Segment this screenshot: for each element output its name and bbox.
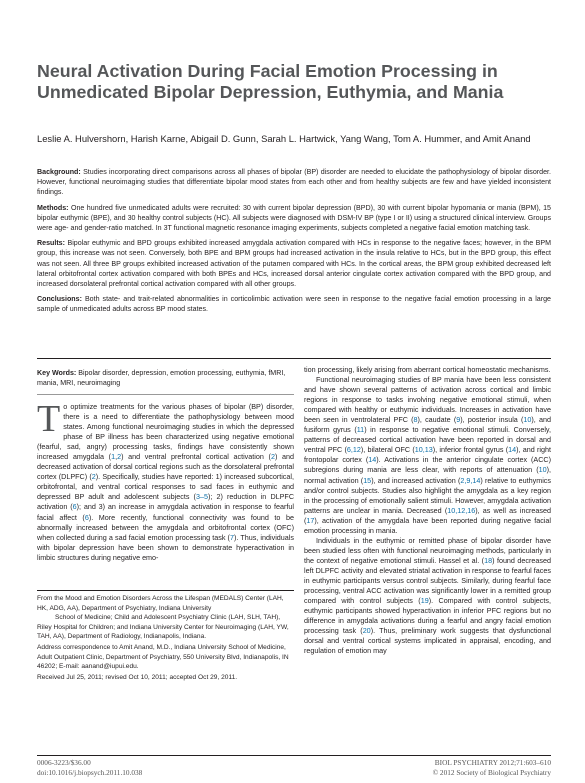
euthymia-text: ). Thus, preliminary work suggests that dysfunctional dorsal and ventral cortical systems implicated in appraisal, encoding, and regulation of emotion may [304,626,552,656]
methods-label: Methods: [37,203,69,212]
intro-paragraph: To optimize treatments for the various phases of bipolar (BP) disorder, there is a need to differentiate the pathophysiology between mood states. Among functional neuroimaging studies in which the depressed phase of BP illness has been characterized using negative emotional (fearful, sad, angry) processing tasks, findings have consistently shown increased amygdala (1,2) and ventral prefrontal cortical activation (2) and decreased activation of dorsal cortical regions such as the dorsolateral prefrontal cortex (DLPFC) (2). Specifically, studies have reported: 1) increased subcortical, orbitofrontal, and ventral cortical responses to sad faces in euthymic and depressed BP adult and adolescent subjects (3–5); 2) reduction in DLPFC activation (6); and 3) an increase in amygdala activation in response to fearful facial affect (6). More recently, functional connectivity was found to be abnormally increased between the amygdala and orbitofrontal cortex (OFC) when collected during a sad facial emotion processing task (7). Thus, individuals with bipolar depression have been shown to demonstrate hyperactivation in limbic structures during negative emo- [37,398,295,562]
intro-text: ) and decreased activation of dorsal cortical regions such as the dorsolateral prefrontal cortex (DLPFC) ( [37,452,294,482]
euthymia-paragraph [304,536,551,657]
ref-link[interactable]: 10,12,16 [447,505,476,515]
ref-link[interactable]: 19 [420,596,429,606]
intro-text: ). Specifically, studies have reported: 1) increased subcortical, orbitofrontal, and ventral cortical responses to sad faces in euthymic and depressed BP adult and adolescent subjects ( [37,472,294,502]
ref-link[interactable]: 17 [306,515,315,525]
footnote-divider [37,590,294,591]
mania-text: Functional neuroimaging studies of BP mania have been less consistent and have shown several patterns of activation across cortical and limbic regions in response to tasks involving negative emotional stimuli, when compared with healthy or euthymic individuals. Increases in activation have been seen in ventrolateral PFC ( [304,375,551,425]
ref-link[interactable]: 6 [84,512,89,522]
affiliation-text: From the Mood and Emotion Disorders Across the Lifespan (MEDALS) Center (LAH, HK, ADG, AA), Department of Psychiatry, Indiana University [37,595,284,612]
ref-link[interactable]: 20 [362,626,371,636]
mania-text: ), normal activation ( [304,465,551,485]
col2-paragraph: tion processing, likely arising from aberrant cortical homeostatic mechanisms. [304,365,551,374]
received-note: Received Jul 25, 2011; revised Oct 10, 2011; accepted Oct 29, 2011. [37,673,238,681]
keywords-text: Bipolar disorder, depression, emotion processing, euthymia, fMRI, mania, MRI, neuroimaging [37,369,286,388]
copyright: © 2012 Society of Biological Psychiatry [432,767,551,777]
article-title: Neural Activation During Facial Emotion Processing in Unmedicated Bipolar Depression, Euthymia, and Mania [37,61,504,102]
ref-link[interactable]: 2 [117,452,122,462]
ref-link[interactable]: 10,13 [414,445,433,455]
drop-cap: T [37,398,61,440]
intro-text: ) and ventral prefrontal cortical activation ( [121,452,271,462]
abstract-background [37,167,551,197]
ref-link[interactable]: 6 [72,502,77,512]
ref-link[interactable]: 7 [229,532,234,542]
issn-price: 0006-3223/$36.00 [37,758,91,767]
correspondence-note [37,643,294,672]
keywords-label: Key Words: [37,369,77,377]
abstract [37,167,551,320]
affiliation-text-cont: School of Medicine; Child and Adolescent Psychiatry Clinic (LAH, SLH, TAH), Riley Hospital for Children; and Indiana University Center for Neuroimaging (LAH, YW, TAH, AA), Department of Radiology, Indianapolis, Indiana. [37,614,289,641]
affiliation-note [37,594,294,642]
euthymia-text: ) found decreased left DLPFC activity and elevated striatal activation in response to fearful faces in euthymic participants versus control subjects. Similarly, during fearful face processing, ventral ACC activation was significantly lower in a remitted group compared with control subjects ( [304,555,551,606]
abstract-conclusions [37,294,551,314]
mania-text: ), activation of the amygdala have been reported during negative facial emotion processing in mania. [304,515,551,535]
background-text: Studies incorporating direct comparisons across all phases of bipolar (BP) disorder are needed to elucidate the pathophysiology of bipolar disorder. However, functional neuroimaging studies that differentiate bipolar mood states from each other and from healthy subjects are few and have yielded inconsistent findings. [37,168,551,197]
doi-link[interactable]: doi:10.1016/j.biopsych.2011.10.038 [37,767,143,777]
ref-link[interactable]: 2 [270,452,275,462]
mania-text: ), caudate ( [417,415,457,425]
mania-paragraph [304,375,551,536]
keywords-divider [37,394,294,395]
mania-text: ) relative to euthymics and/or control subjects. Studies also highlight the amygdala as a key region in the processing of emotionally salient stimuli. However, amygdala activation patterns are unclear in mania. Decreased ( [304,475,551,515]
mania-text: ), and fusiform gyrus ( [304,415,551,435]
mania-text: ), and right frontopolar cortex ( [304,445,551,465]
mania-text: ), as well as increased ( [304,505,552,525]
mania-text: ), bilateral OFC ( [360,445,415,455]
intro-text: ); 2) reduction in DLPFC activation ( [37,492,295,512]
ref-link[interactable]: 14 [508,445,517,455]
footnotes [37,594,294,683]
abstract-methods [37,203,551,233]
ref-link[interactable]: 10 [523,415,532,425]
euthymia-text: ). Compared with control subjects, euthymic participants showed hyperactivation in inferior PFC regions but no difference in amygdala activations during a fearful and angry facial emotion processing task ( [304,596,551,636]
footer-right [433,758,551,778]
ref-link[interactable]: 2 [91,472,96,482]
euthymia-text: Individuals in the euthymic or remitted phase of bipolar disorder have been studied less often with functional neuroimaging methods, particularly in the context of negative emotional stimuli. Hassel et al. ( [304,535,551,565]
intro-text: o optimize treatments for the various phases of bipolar (BP) disorder, there is a need to differentiate the pathophysiology between mood states. Among functional neuroimaging studies in which the depressed phase of BP illness has been characterized using negative emotional (fearful, sad, angry) processing tasks, findings have consistently shown increased amygdala ( [37,402,294,462]
journal-citation: BIOL PSYCHIATRY 2012;71:603–610 [434,758,551,767]
abstract-results [37,238,551,289]
results-text: Bipolar euthymic and BPD groups exhibited increased amygdala activation compared with HCs in response to the negative faces; however, in the BPM group, this increase was not seen. Conversely, both BPE and BPM groups had increased activation in the insula relative to HCs, but in the BPD group, this effect was not seen. All three BP groups exhibited increased activation of the putamen compared with HCs. In the cortical areas, the BPM group exhibited decreased left lateral orbitofrontal cortex activation compared with both BPEs and HCs, increased dorsal anterior cingulate cortex activation compared with the BPD group, and increased dorsolateral prefrontal cortical activation compared with all other groups. [37,239,551,288]
mania-text: ), posterior insula ( [460,415,524,425]
mania-text: ) in response to negative emotional stimuli. Conversely, patterns of decreased cortical activation have been reported in dorsal and ventral PFC ( [304,425,551,455]
results-label: Results: [37,239,65,248]
ref-link[interactable]: 9 [456,415,461,425]
abstract-divider [37,358,551,359]
ref-link[interactable]: 15 [363,475,372,485]
background-label: Background: [37,168,81,176]
footer-left [37,758,142,778]
conclusions-text: Both state- and trait-related abnormalities in corticolimbic activation were seen in response to the negative facial emotion processing in a large sample of unmedicated adults across BP mood states. [37,295,551,314]
ref-link[interactable]: 14 [368,455,377,465]
left-column [37,398,295,563]
keywords [37,368,294,388]
correspondence-text-cont: Medicine, Adult Outpatient Clinic, Department of Psychiatry, 550 University Blvd, Indianapolis, IN 46202; E-mail: aanand@iupui.edu. [37,643,289,671]
ref-link[interactable]: 11 [356,425,365,435]
mania-text: ), and increased activation ( [371,475,461,485]
ref-link[interactable]: 10 [538,465,547,475]
ref-link[interactable]: 6,12 [346,445,361,455]
footer-divider [37,755,551,756]
right-column [304,365,551,656]
mania-text: ). Activations in the anterior cingulate cortex (ACC) subregions during mania are less clear, with reports of attenuation ( [304,455,551,475]
methods-text: One hundred five unmedicated adults were recruited: 30 with current bipolar depression (BPD), 30 with current bipolar hypomania or mania (BPM), 15 bipolar euthymic (BPE), and 30 healthy control subjects (HC). All subjects were diagnosed with DSM-IV BP (type I or II) using a structured clinical interview. Groups were age- and gender-ratio matched. In 3T functional magnetic resonance imaging experiments, subjects completed a negative facial emotion matching task. [37,203,551,232]
mania-text: ), inferior frontal gyrus ( [432,445,509,455]
intro-text: ). More recently, functional connectivity was found to be abnormally increased between the amygdala and orbitofrontal cortex (OFC) when collected during a sad facial emotion processing task ( [37,512,294,542]
ref-link[interactable]: 2,9,14 [460,475,481,485]
ref-link[interactable]: 8 [413,415,418,425]
conclusions-label: Conclusions: [37,295,82,304]
ref-link[interactable]: 3–5 [195,492,208,502]
intro-text: ); and 3) an increase in amygdala activation in response to fearful facial affect ( [37,502,294,522]
ref-link[interactable]: 1 [111,452,116,462]
correspondence-text: Address correspondence to Amit Anand, M.D., Indiana University School of [37,643,256,651]
intro-text: ). Thus, individuals with bipolar depression have been shown to demonstrate hyperactivation in limbic structures during negative emo- [37,532,294,562]
author-list: Leslie A. Hulvershorn, Harish Karne, Abigail D. Gunn, Sarah L. Hartwick, Yang Wang, Tom A. Hummer, and Amit Anand [37,133,531,144]
ref-link[interactable]: 18 [484,555,493,565]
